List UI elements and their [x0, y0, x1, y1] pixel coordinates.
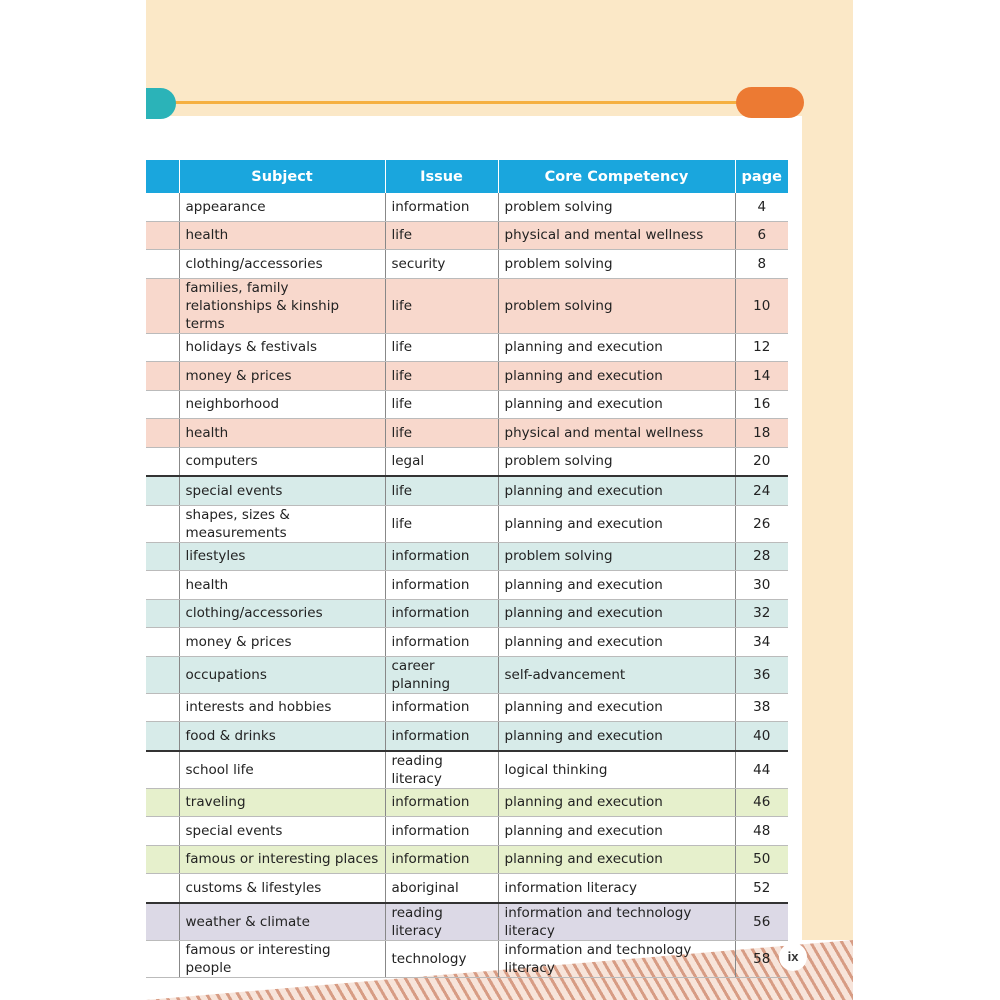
cell-page: 36 — [735, 656, 788, 693]
cell-competency: information and technology literacy — [498, 903, 735, 941]
table-row — [146, 505, 788, 542]
cell-subject: occupations — [179, 656, 385, 693]
table-row — [146, 419, 788, 448]
row-spacer — [146, 693, 179, 722]
cell-subject: school life — [179, 751, 385, 789]
header-page: page — [735, 160, 788, 193]
table-row — [146, 940, 788, 977]
cell-competency: problem solving — [498, 278, 735, 333]
cell-competency: planning and execution — [498, 693, 735, 722]
cell-subject: money & prices — [179, 628, 385, 657]
cell-issue: security — [385, 250, 498, 279]
table-row — [146, 221, 788, 250]
table-row — [146, 476, 788, 505]
table-row — [146, 599, 788, 628]
cell-competency: planning and execution — [498, 628, 735, 657]
orange-tab-decoration — [736, 87, 804, 118]
cell-competency: planning and execution — [498, 599, 735, 628]
cell-page: 38 — [735, 693, 788, 722]
cell-issue: information — [385, 599, 498, 628]
cell-issue: information — [385, 571, 498, 600]
table-row — [146, 193, 788, 221]
cell-competency: self-advancement — [498, 656, 735, 693]
cell-subject: families, family relationships & kinship terms — [179, 278, 385, 333]
cell-subject: customs & lifestyles — [179, 874, 385, 903]
row-spacer — [146, 571, 179, 600]
cell-page: 56 — [735, 903, 788, 941]
table-row — [146, 817, 788, 846]
row-spacer — [146, 419, 179, 448]
cell-subject: clothing/accessories — [179, 599, 385, 628]
header-issue: Issue — [385, 160, 498, 193]
cell-subject: money & prices — [179, 362, 385, 391]
cell-subject: special events — [179, 476, 385, 505]
cell-competency: planning and execution — [498, 390, 735, 419]
teal-tab-decoration — [146, 88, 176, 119]
cell-subject: clothing/accessories — [179, 250, 385, 279]
table-row — [146, 542, 788, 571]
row-spacer — [146, 250, 179, 279]
cell-page: 16 — [735, 390, 788, 419]
cell-subject: appearance — [179, 193, 385, 221]
cell-page: 30 — [735, 571, 788, 600]
cell-issue: information — [385, 845, 498, 874]
cell-issue: information — [385, 542, 498, 571]
header-spacer — [146, 160, 179, 193]
cell-subject: health — [179, 571, 385, 600]
cell-subject: weather & climate — [179, 903, 385, 941]
cell-page: 4 — [735, 193, 788, 221]
cell-page: 48 — [735, 817, 788, 846]
row-spacer — [146, 599, 179, 628]
cell-competency: problem solving — [498, 193, 735, 221]
cell-subject: traveling — [179, 788, 385, 817]
cell-issue: life — [385, 419, 498, 448]
cell-issue: information — [385, 817, 498, 846]
row-spacer — [146, 845, 179, 874]
table-row — [146, 845, 788, 874]
cell-issue: life — [385, 333, 498, 362]
cell-page: 14 — [735, 362, 788, 391]
cell-competency: information and technology literacy — [498, 940, 735, 977]
row-spacer — [146, 333, 179, 362]
cell-competency: planning and execution — [498, 845, 735, 874]
cell-competency: physical and mental wellness — [498, 221, 735, 250]
cell-competency: planning and execution — [498, 722, 735, 751]
cell-page: 6 — [735, 221, 788, 250]
cell-subject: health — [179, 221, 385, 250]
cell-subject: food & drinks — [179, 722, 385, 751]
cell-page: 8 — [735, 250, 788, 279]
cell-page: 12 — [735, 333, 788, 362]
cell-subject: neighborhood — [179, 390, 385, 419]
table-row — [146, 874, 788, 903]
cell-page: 52 — [735, 874, 788, 903]
cell-issue: information — [385, 788, 498, 817]
cell-issue: reading literacy — [385, 903, 498, 941]
cell-issue: life — [385, 221, 498, 250]
row-spacer — [146, 817, 179, 846]
cell-subject: special events — [179, 817, 385, 846]
row-spacer — [146, 362, 179, 391]
header-competency: Core Competency — [498, 160, 735, 193]
cell-issue: reading literacy — [385, 751, 498, 789]
cell-competency: planning and execution — [498, 505, 735, 542]
page-number: ix — [779, 943, 807, 971]
cell-competency: physical and mental wellness — [498, 419, 735, 448]
cell-subject: health — [179, 419, 385, 448]
cell-subject: famous or interesting places — [179, 845, 385, 874]
table-row — [146, 722, 788, 751]
cell-page: 20 — [735, 447, 788, 476]
row-spacer — [146, 722, 179, 751]
cell-competency: planning and execution — [498, 333, 735, 362]
table-row — [146, 693, 788, 722]
cell-issue: life — [385, 362, 498, 391]
cell-issue: information — [385, 693, 498, 722]
row-spacer — [146, 788, 179, 817]
row-spacer — [146, 874, 179, 903]
cell-subject: holidays & festivals — [179, 333, 385, 362]
cell-page: 10 — [735, 278, 788, 333]
table-row — [146, 362, 788, 391]
row-spacer — [146, 940, 179, 977]
cell-page: 58 — [735, 940, 788, 977]
cell-subject: shapes, sizes & measurements — [179, 505, 385, 542]
cell-page: 18 — [735, 419, 788, 448]
row-spacer — [146, 447, 179, 476]
row-spacer — [146, 193, 179, 221]
table-row — [146, 447, 788, 476]
cell-page: 32 — [735, 599, 788, 628]
cell-issue: information — [385, 722, 498, 751]
cell-issue: career planning — [385, 656, 498, 693]
cell-competency: logical thinking — [498, 751, 735, 789]
cell-competency: planning and execution — [498, 817, 735, 846]
row-spacer — [146, 903, 179, 941]
cell-competency: planning and execution — [498, 788, 735, 817]
cell-subject: famous or interesting people — [179, 940, 385, 977]
table-row — [146, 250, 788, 279]
table-row — [146, 903, 788, 941]
row-spacer — [146, 542, 179, 571]
cell-competency: planning and execution — [498, 476, 735, 505]
row-spacer — [146, 221, 179, 250]
cell-page: 46 — [735, 788, 788, 817]
contents-table — [146, 160, 788, 978]
table-row — [146, 571, 788, 600]
cell-issue: life — [385, 476, 498, 505]
cell-issue: information — [385, 193, 498, 221]
table-row — [146, 390, 788, 419]
row-spacer — [146, 476, 179, 505]
table-row — [146, 788, 788, 817]
cell-issue: technology — [385, 940, 498, 977]
cell-competency: problem solving — [498, 447, 735, 476]
row-spacer — [146, 390, 179, 419]
cell-issue: life — [385, 390, 498, 419]
cell-issue: legal — [385, 447, 498, 476]
header-subject: Subject — [179, 160, 385, 193]
table-row — [146, 656, 788, 693]
header-rule — [170, 101, 742, 104]
cell-issue: life — [385, 278, 498, 333]
cell-page: 24 — [735, 476, 788, 505]
cell-issue: aboriginal — [385, 874, 498, 903]
table-row — [146, 333, 788, 362]
row-spacer — [146, 278, 179, 333]
table-row — [146, 278, 788, 333]
cell-competency: problem solving — [498, 542, 735, 571]
cell-page: 40 — [735, 722, 788, 751]
cell-page: 28 — [735, 542, 788, 571]
table-header-row — [146, 160, 788, 193]
cell-competency: planning and execution — [498, 362, 735, 391]
row-spacer — [146, 656, 179, 693]
table-row — [146, 751, 788, 789]
cell-page: 34 — [735, 628, 788, 657]
cell-competency: information literacy — [498, 874, 735, 903]
cell-subject: interests and hobbies — [179, 693, 385, 722]
cell-issue: life — [385, 505, 498, 542]
row-spacer — [146, 505, 179, 542]
cell-competency: problem solving — [498, 250, 735, 279]
row-spacer — [146, 751, 179, 789]
cell-subject: lifestyles — [179, 542, 385, 571]
cell-issue: information — [385, 628, 498, 657]
cell-competency: planning and execution — [498, 571, 735, 600]
cell-subject: computers — [179, 447, 385, 476]
row-spacer — [146, 628, 179, 657]
cell-page: 50 — [735, 845, 788, 874]
cell-page: 26 — [735, 505, 788, 542]
table-row — [146, 628, 788, 657]
cell-page: 44 — [735, 751, 788, 789]
